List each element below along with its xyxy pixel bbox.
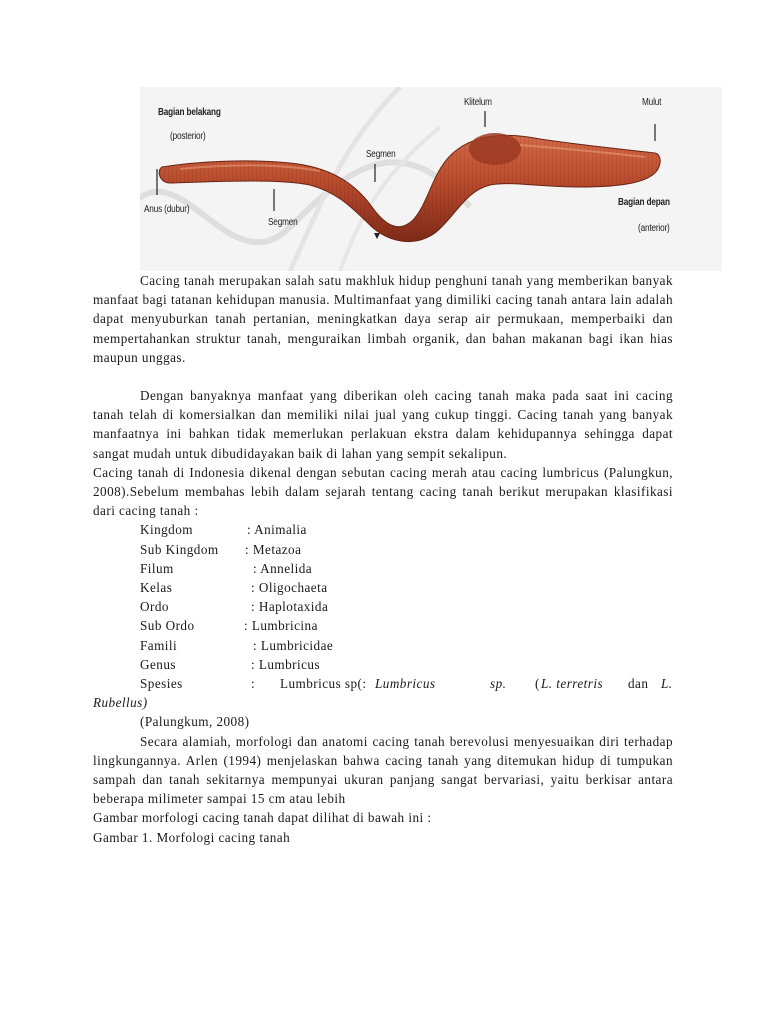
pointer-arrow	[374, 233, 380, 239]
classification-row	[93, 578, 673, 597]
spesies-rubellus: Rubellus)	[93, 695, 148, 711]
label-mulut: Mulut	[642, 97, 662, 108]
label-segmen-bottom: Segmen	[268, 217, 298, 228]
rank-label: Ordo	[140, 599, 169, 615]
rank-value: : Haplotaxida	[251, 599, 329, 615]
figure-caption: Gambar 1. Morfologi cacing tanah	[93, 829, 291, 845]
earthworm-illustration	[140, 87, 722, 271]
rank-label: Genus	[140, 656, 176, 672]
classification-row	[93, 559, 673, 578]
paragraph-classification-intro: Cacing tanah di Indonesia dikenal dengan sebutan cacing merah atau cacing lumbricus (Palungkun, 2008).Sebelum membahas lebih dalam sejarah tentang cacing tanah berikut merupakan klasifikasi dari cacing tanah :	[93, 464, 673, 519]
classification-row	[93, 520, 673, 539]
label-bagian-belakang: Bagian belakang	[158, 107, 221, 118]
rank-label: Filum	[140, 560, 174, 576]
label-anterior: (anterior)	[638, 223, 670, 234]
rank-value: : Annelida	[253, 560, 313, 576]
rank-label: Kelas	[140, 580, 173, 595]
rank-value: : Animalia	[247, 522, 307, 538]
paragraph-morphology: Secara alamiah, morfologi dan anatomi cacing tanah berevolusi menyesuaikan diri terhadap lingkungannya. Arlen (1994) menjelaskan bahwa cacing tanah yang ditemukan hidup di tumpukan sampah dan tanah sekitarnya mempunyai ukuran panjang sangat bervariasi, yaitu berkisar antara beberapa milimeter sampai 15 cm atau lebih	[93, 733, 673, 807]
classification-row	[93, 636, 673, 655]
spesies-colon: :	[251, 675, 256, 691]
paragraph-intro: Cacing tanah merupakan salah satu makhluk hidup penghuni tanah yang memberikan banyak manfaat bagi tatanan kehidupan manusia. Multimanfaat yang dimiliki cacing tanah antara lain adalah dapat menyuburkan tanah pertanian, meningkatkan daya serap air permukaan, memperbaiki dan mempertahankan struktur tanah, menguraikan limbah organik, dan bahan makanan bagi ikan hias maupun unggas.	[93, 273, 673, 365]
clitellum	[469, 133, 521, 165]
label-bagian-depan: Bagian depan	[618, 197, 670, 208]
citation: (Palungkum, 2008)	[140, 714, 250, 730]
rank-value: : Metazoa	[245, 541, 302, 557]
spesies-terretris: L. terretris	[541, 675, 604, 691]
label-klitelum: Klitelum	[464, 97, 492, 108]
classification-list	[93, 520, 673, 712]
paragraph-figure-ref: Gambar morfologi cacing tanah dapat dilihat di bawah ini :	[93, 810, 432, 826]
rank-value: : Oligochaeta	[251, 580, 328, 595]
paragraph-benefits: Dengan banyaknya manfaat yang diberikan oleh cacing tanah maka pada saat ini cacing tanah telah di komersialkan dan memiliki nilai jual yang cukup tinggi. Cacing tanah yang banyak manfaatnya ini bahkan tidak memerlukan perlakuan ekstra dalam kehidupannya sehingga dapat sangat mudah untuk dibudidayakan baik di lahan yang sempit sekalipun.	[93, 388, 673, 461]
spesies-paren: (	[535, 675, 540, 691]
label-anus: Anus (dubur)	[144, 204, 190, 215]
rank-value: : Lumbricus	[251, 656, 321, 672]
label-segmen-top: Segmen	[366, 149, 396, 160]
rank-label: Famili	[140, 637, 178, 653]
classification-row	[93, 616, 673, 635]
earthworm-morphology-figure	[140, 87, 722, 271]
spesies-sp: sp.	[490, 675, 507, 691]
rank-value: : Lumbricina	[244, 618, 318, 634]
classification-row	[93, 597, 673, 616]
document-body	[93, 271, 673, 847]
spesies-genus: Lumbricus	[375, 675, 436, 691]
rank-label: Sub Kingdom	[140, 541, 219, 557]
spesies-l: L.	[661, 675, 673, 691]
classification-row-spesies	[93, 674, 673, 693]
spesies-dan: dan	[628, 675, 649, 691]
classification-row	[93, 540, 673, 559]
label-posterior: (posterior)	[170, 131, 206, 142]
classification-row	[93, 655, 673, 674]
rank-label: Kingdom	[140, 522, 193, 538]
rank-value: : Lumbricidae	[253, 637, 334, 653]
rank-label: Sub Ordo	[140, 618, 195, 634]
spesies-text: Lumbricus sp(:	[280, 675, 367, 691]
classification-row-spesies-cont	[93, 693, 673, 712]
rank-label: Spesies	[140, 675, 183, 691]
